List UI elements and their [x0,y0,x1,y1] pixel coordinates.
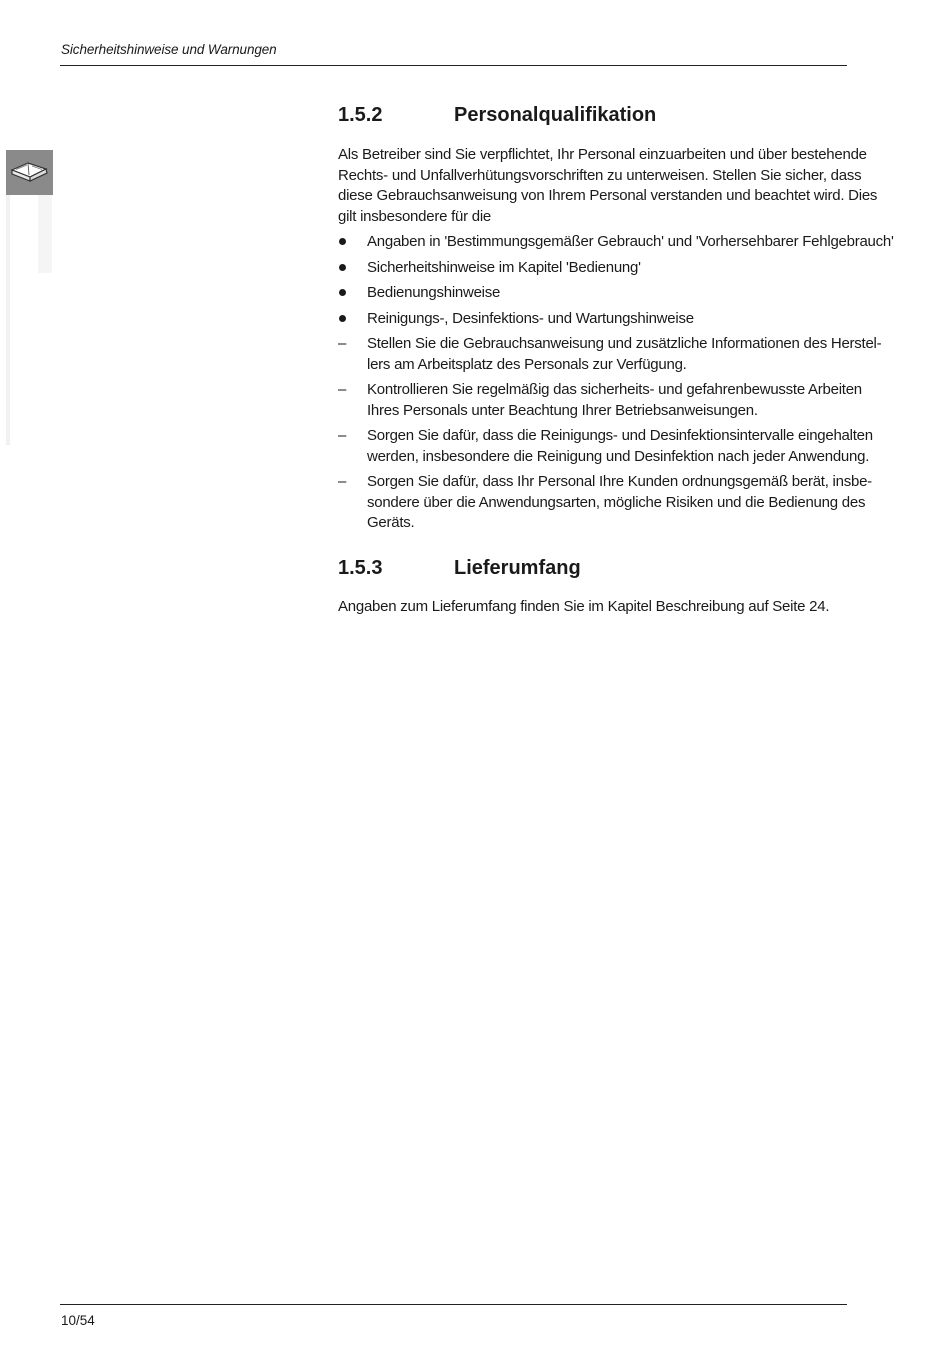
list-item [338,334,894,375]
delivery-paragraph: Angaben zum Lieferumfang finden Sie im Kapitel Beschreibung auf Seite 24. [338,597,830,615]
section-title: Lieferumfang [454,556,581,579]
bullet-icon [339,238,346,245]
running-header: Sicherheitshinweise und Warnungen [61,42,277,57]
dash-marker: – [338,427,347,444]
list-item [338,426,894,467]
section-number: 1.5.2 [338,104,383,126]
section-number: 1.5.3 [338,556,383,579]
section-heading-lieferumfang [338,557,894,580]
list-item [338,309,894,330]
chapter-tab [6,150,53,195]
intro-paragraph: Als Betreiber sind Sie verpflichtet, Ihr Personal einzuarbeiten und über bestehende Rechts- und Unfallverhütungsvorschriften zu unterweisen. Stellen Sie sicher, dass diese Gebrauchsanweisung von Ihrem Personal verstanden und beachtet wird. Dies gilt insbesondere für die [338,146,878,225]
list-item-text: Stellen Sie die Gebrauchsanweisung und zusätzliche Informationen des Herstellers am Arbeitsplatz des Personals zur Verfügung. [367,335,882,373]
main-content [338,104,894,617]
list-item-text: Sicherheitshinweise im Kapitel 'Bedienung' [367,258,641,276]
list-item [338,380,894,421]
list-item-text: Reinigungs-, Desinfektions- und Wartungshinweise [367,309,694,327]
list-item-text: Kontrollieren Sie regelmäßig das sicherheits- und gefahrenbewusste Arbeiten Ihres Personals unter Beachtung Ihrer Betriebsanweisungen. [367,381,862,419]
list-item-text: Sorgen Sie dafür, dass Ihr Personal Ihre Kunden ordnungsgemäß berät, insbesondere über die Anwendungsarten, mögliche Risiken und die Bedienung des Geräts. [367,473,873,531]
section-heading-personalqualifikation [338,104,894,127]
header-divider [60,65,847,66]
instruction-list [338,334,894,534]
footer-divider [60,1304,847,1305]
dash-marker: – [338,473,347,490]
list-item-text: Angaben in 'Bestimmungsgemäßer Gebrauch' und 'Vorhersehbarer Fehlgebrauch' [367,233,894,250]
list-item-text: Sorgen Sie dafür, dass die Reinigungs- und Desinfektionsintervalle eingehalten werden, insbesondere die Reinigung und Desinfektion nach jeder Anwendung. [367,427,873,465]
section-title: Personalqualifikation [454,104,657,126]
page-number: 10/54 [61,1313,95,1328]
list-item [338,232,894,253]
list-item [338,258,894,279]
open-book-icon [6,150,53,195]
bullet-icon [339,264,346,271]
sidebar-strip [6,195,10,445]
list-item [338,283,894,304]
list-item [338,472,894,534]
bullet-list [338,232,894,329]
bullet-icon [339,315,346,322]
sidebar-strip-shade [38,195,52,273]
dash-marker: – [338,335,347,352]
bullet-icon [339,289,346,296]
list-item-text: Bedienungshinweise [367,284,501,301]
dash-marker: – [338,381,347,398]
